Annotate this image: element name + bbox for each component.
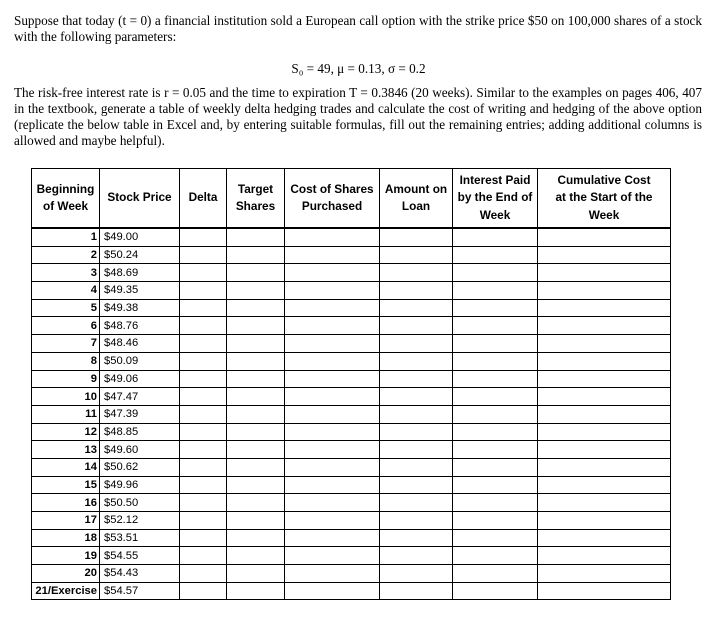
stock-price-cell: $48.85: [100, 423, 180, 441]
interest-paid-cell[interactable]: [453, 512, 538, 530]
week-cell: 16: [32, 494, 100, 512]
interest-paid-cell[interactable]: [453, 529, 538, 547]
stock-price-cell: $49.38: [100, 299, 180, 317]
week-cell: 19: [32, 547, 100, 565]
target-shares-cell[interactable]: [227, 264, 285, 282]
stock-price-cell: $50.50: [100, 494, 180, 512]
cumulative-cost-cell[interactable]: [538, 317, 671, 335]
stock-price-cell: $54.55: [100, 547, 180, 565]
cost-of-shares-cell[interactable]: [285, 512, 380, 530]
week-cell: 13: [32, 441, 100, 459]
delta-cell[interactable]: [180, 441, 227, 459]
header-line: Week: [588, 207, 620, 222]
interest-paid-cell[interactable]: [453, 299, 538, 317]
cost-of-shares-cell[interactable]: [285, 370, 380, 388]
target-shares-cell[interactable]: [227, 352, 285, 370]
week-cell: 1: [32, 228, 100, 246]
amount-on-loan-cell[interactable]: [380, 565, 453, 583]
delta-cell[interactable]: [180, 388, 227, 406]
cost-of-shares-cell[interactable]: [285, 264, 380, 282]
week-cell: 14: [32, 458, 100, 476]
delta-cell[interactable]: [180, 370, 227, 388]
cost-of-shares-cell[interactable]: [285, 352, 380, 370]
cost-of-shares-cell[interactable]: [285, 423, 380, 441]
header-line: Loan: [401, 199, 431, 213]
cumulative-cost-cell[interactable]: [538, 547, 671, 565]
header-line: Interest Paid: [459, 172, 531, 187]
interest-paid-cell[interactable]: [453, 388, 538, 406]
cumulative-cost-cell[interactable]: [538, 282, 671, 300]
week-cell: 4: [32, 282, 100, 300]
target-shares-cell[interactable]: [227, 529, 285, 547]
header-line: Amount on: [384, 181, 448, 196]
header-delta: [180, 169, 227, 229]
table-row: [32, 282, 671, 300]
header-line: Stock Price: [107, 190, 172, 205]
cost-of-shares-cell[interactable]: [285, 317, 380, 335]
header-interest-paid: [453, 169, 538, 229]
interest-paid-cell[interactable]: [453, 405, 538, 423]
header-stock-price: [100, 169, 180, 229]
table-row: [32, 529, 671, 547]
header-line: Beginning: [36, 181, 95, 196]
week-cell: 17: [32, 512, 100, 530]
stock-price-cell: $52.12: [100, 512, 180, 530]
table-row: [32, 335, 671, 353]
interest-paid-cell[interactable]: [453, 476, 538, 494]
delta-cell[interactable]: [180, 335, 227, 353]
interest-paid-cell[interactable]: [453, 246, 538, 264]
delta-cell[interactable]: [180, 529, 227, 547]
delta-cell[interactable]: [180, 565, 227, 583]
table-row: [32, 370, 671, 388]
delta-cell[interactable]: [180, 512, 227, 530]
delta-cell[interactable]: [180, 405, 227, 423]
stock-price-cell: $47.47: [100, 388, 180, 406]
delta-cell[interactable]: [180, 423, 227, 441]
header-line: at the Start of the: [555, 190, 653, 205]
table-row: [32, 476, 671, 494]
table-row: [32, 494, 671, 512]
target-shares-cell[interactable]: [227, 494, 285, 512]
amount-on-loan-cell[interactable]: [380, 317, 453, 335]
amount-on-loan-cell[interactable]: [380, 512, 453, 530]
week-cell: 2: [32, 246, 100, 264]
table-row: [32, 441, 671, 459]
amount-on-loan-cell[interactable]: [380, 299, 453, 317]
cumulative-cost-cell[interactable]: [538, 512, 671, 530]
amount-on-loan-cell[interactable]: [380, 476, 453, 494]
delta-cell[interactable]: [180, 282, 227, 300]
stock-price-cell: $50.24: [100, 246, 180, 264]
cost-of-shares-cell[interactable]: [285, 476, 380, 494]
amount-on-loan-cell[interactable]: [380, 441, 453, 459]
target-shares-cell[interactable]: [227, 370, 285, 388]
target-shares-cell[interactable]: [227, 582, 285, 600]
table-row: [32, 512, 671, 530]
stock-price-cell: $50.09: [100, 352, 180, 370]
amount-on-loan-cell[interactable]: [380, 370, 453, 388]
interest-paid-cell[interactable]: [453, 582, 538, 600]
header-target-shares: [227, 169, 285, 229]
week-cell: 11: [32, 405, 100, 423]
table-body: [32, 228, 671, 600]
header-cost-of-shares: [285, 169, 380, 229]
cost-of-shares-cell[interactable]: [285, 282, 380, 300]
stock-price-cell: $50.62: [100, 458, 180, 476]
interest-paid-cell[interactable]: [453, 317, 538, 335]
target-shares-cell[interactable]: [227, 317, 285, 335]
amount-on-loan-cell[interactable]: [380, 458, 453, 476]
amount-on-loan-cell[interactable]: [380, 582, 453, 600]
problem-intro: Suppose that today (t = 0) a financial institution sold a European call option with the strike price $50 on 100,000 shares of a stock with the following parameters:: [14, 13, 702, 44]
stock-price-cell: $54.43: [100, 565, 180, 583]
table-row: [32, 458, 671, 476]
header-line: Purchased: [301, 199, 363, 213]
delta-cell[interactable]: [180, 264, 227, 282]
amount-on-loan-cell[interactable]: [380, 494, 453, 512]
stock-price-cell: $49.06: [100, 370, 180, 388]
interest-paid-cell[interactable]: [453, 494, 538, 512]
cost-of-shares-cell[interactable]: [285, 565, 380, 583]
interest-paid-cell[interactable]: [453, 228, 538, 246]
amount-on-loan-cell[interactable]: [380, 529, 453, 547]
cumulative-cost-cell[interactable]: [538, 423, 671, 441]
header-line: Target: [237, 181, 274, 196]
cost-of-shares-cell[interactable]: [285, 405, 380, 423]
target-shares-cell[interactable]: [227, 441, 285, 459]
header-cumulative-cost: [538, 169, 671, 229]
week-cell: 3: [32, 264, 100, 282]
stock-price-cell: $49.60: [100, 441, 180, 459]
cost-of-shares-cell[interactable]: [285, 228, 380, 246]
table-row: [32, 423, 671, 441]
week-cell: 10: [32, 388, 100, 406]
cumulative-cost-cell[interactable]: [538, 264, 671, 282]
week-cell: 7: [32, 335, 100, 353]
interest-paid-cell[interactable]: [453, 565, 538, 583]
cumulative-cost-cell[interactable]: [538, 529, 671, 547]
cost-of-shares-cell[interactable]: [285, 529, 380, 547]
delta-cell[interactable]: [180, 317, 227, 335]
header-line: Week: [479, 207, 511, 222]
table-header-row: [32, 169, 671, 229]
cost-of-shares-cell[interactable]: [285, 246, 380, 264]
amount-on-loan-cell[interactable]: [380, 228, 453, 246]
table-row: [32, 352, 671, 370]
week-cell: 5: [32, 299, 100, 317]
delta-cell[interactable]: [180, 494, 227, 512]
interest-paid-cell[interactable]: [453, 423, 538, 441]
table-row: [32, 547, 671, 565]
cumulative-cost-cell[interactable]: [538, 228, 671, 246]
target-shares-cell[interactable]: [227, 423, 285, 441]
cost-of-shares-cell[interactable]: [285, 441, 380, 459]
table-row: [32, 582, 671, 600]
cumulative-cost-cell[interactable]: [538, 441, 671, 459]
header-line: Shares: [235, 199, 276, 213]
interest-paid-cell[interactable]: [453, 335, 538, 353]
amount-on-loan-cell[interactable]: [380, 423, 453, 441]
stock-price-cell: $48.69: [100, 264, 180, 282]
delta-cell[interactable]: [180, 458, 227, 476]
target-shares-cell[interactable]: [227, 547, 285, 565]
header-line: of Week: [42, 199, 89, 213]
delta-cell[interactable]: [180, 476, 227, 494]
cumulative-cost-cell[interactable]: [538, 246, 671, 264]
cumulative-cost-cell[interactable]: [538, 565, 671, 583]
interest-paid-cell[interactable]: [453, 282, 538, 300]
delta-cell[interactable]: [180, 582, 227, 600]
header-line: Cumulative Cost: [557, 172, 651, 187]
cumulative-cost-cell[interactable]: [538, 370, 671, 388]
amount-on-loan-cell[interactable]: [380, 282, 453, 300]
week-cell: 8: [32, 352, 100, 370]
cost-of-shares-cell[interactable]: [285, 388, 380, 406]
target-shares-cell[interactable]: [227, 405, 285, 423]
amount-on-loan-cell[interactable]: [380, 246, 453, 264]
delta-cell[interactable]: [180, 246, 227, 264]
header-line: by the End of: [457, 190, 533, 205]
target-shares-cell[interactable]: [227, 512, 285, 530]
header-week: [32, 169, 100, 229]
table-row: [32, 565, 671, 583]
cost-of-shares-cell[interactable]: [285, 582, 380, 600]
week-cell: 21/Exercise: [32, 582, 100, 600]
cumulative-cost-cell[interactable]: [538, 476, 671, 494]
cumulative-cost-cell[interactable]: [538, 458, 671, 476]
header-amount-on-loan: [380, 169, 453, 229]
problem-instructions: The risk-free interest rate is r = 0.05 and the time to expiration T = 0.3846 (20 weeks). Similar to the examples on pages 406, 407 in the textbook, generate a table of weekly delta hedging trades and calculate the cost of writing and hedging of the above option (replicate the below table in Excel and, by entering suitable formulas, fill out the remaining entries; adding additional columns is allowed and maybe helpful).: [14, 85, 702, 148]
week-cell: 6: [32, 317, 100, 335]
target-shares-cell[interactable]: [227, 388, 285, 406]
interest-paid-cell[interactable]: [453, 352, 538, 370]
stock-price-cell: $47.39: [100, 405, 180, 423]
delta-cell[interactable]: [180, 352, 227, 370]
table-row: [32, 405, 671, 423]
cumulative-cost-cell[interactable]: [538, 582, 671, 600]
stock-price-cell: $49.00: [100, 228, 180, 246]
cumulative-cost-cell[interactable]: [538, 494, 671, 512]
target-shares-cell[interactable]: [227, 246, 285, 264]
cost-of-shares-cell[interactable]: [285, 335, 380, 353]
cost-of-shares-cell[interactable]: [285, 494, 380, 512]
cost-of-shares-cell[interactable]: [285, 458, 380, 476]
table-row: [32, 228, 671, 246]
stock-price-cell: $49.96: [100, 476, 180, 494]
table-row: [32, 299, 671, 317]
amount-on-loan-cell[interactable]: [380, 405, 453, 423]
cost-of-shares-cell[interactable]: [285, 547, 380, 565]
table-row: [32, 264, 671, 282]
target-shares-cell[interactable]: [227, 228, 285, 246]
target-shares-cell[interactable]: [227, 565, 285, 583]
table-row: [32, 246, 671, 264]
table-row: [32, 388, 671, 406]
target-shares-cell[interactable]: [227, 282, 285, 300]
target-shares-cell[interactable]: [227, 335, 285, 353]
week-cell: 15: [32, 476, 100, 494]
stock-price-cell: $53.51: [100, 529, 180, 547]
cumulative-cost-cell[interactable]: [538, 352, 671, 370]
delta-cell[interactable]: [180, 228, 227, 246]
amount-on-loan-cell[interactable]: [380, 388, 453, 406]
delta-cell[interactable]: [180, 547, 227, 565]
parameters-equation: S₀ = 49, μ = 0.13, σ = 0.2: [291, 61, 426, 76]
interest-paid-cell[interactable]: [453, 264, 538, 282]
cumulative-cost-cell[interactable]: [538, 405, 671, 423]
amount-on-loan-cell[interactable]: [380, 352, 453, 370]
interest-paid-cell[interactable]: [453, 458, 538, 476]
interest-paid-cell[interactable]: [453, 547, 538, 565]
week-cell: 20: [32, 565, 100, 583]
week-cell: 18: [32, 529, 100, 547]
cumulative-cost-cell[interactable]: [538, 335, 671, 353]
stock-price-cell: $49.35: [100, 282, 180, 300]
cumulative-cost-cell[interactable]: [538, 299, 671, 317]
amount-on-loan-cell[interactable]: [380, 547, 453, 565]
interest-paid-cell[interactable]: [453, 441, 538, 459]
target-shares-cell[interactable]: [227, 458, 285, 476]
amount-on-loan-cell[interactable]: [380, 335, 453, 353]
target-shares-cell[interactable]: [227, 299, 285, 317]
delta-hedging-table: [31, 168, 671, 600]
week-cell: 12: [32, 423, 100, 441]
target-shares-cell[interactable]: [227, 476, 285, 494]
week-cell: 9: [32, 370, 100, 388]
header-line: Delta: [188, 190, 218, 205]
table-row: [32, 317, 671, 335]
interest-paid-cell[interactable]: [453, 370, 538, 388]
cumulative-cost-cell[interactable]: [538, 388, 671, 406]
stock-price-cell: $48.46: [100, 335, 180, 353]
delta-cell[interactable]: [180, 299, 227, 317]
amount-on-loan-cell[interactable]: [380, 264, 453, 282]
cost-of-shares-cell[interactable]: [285, 299, 380, 317]
stock-price-cell: $54.57: [100, 582, 180, 600]
header-line: Cost of Shares: [290, 181, 374, 196]
stock-price-cell: $48.76: [100, 317, 180, 335]
